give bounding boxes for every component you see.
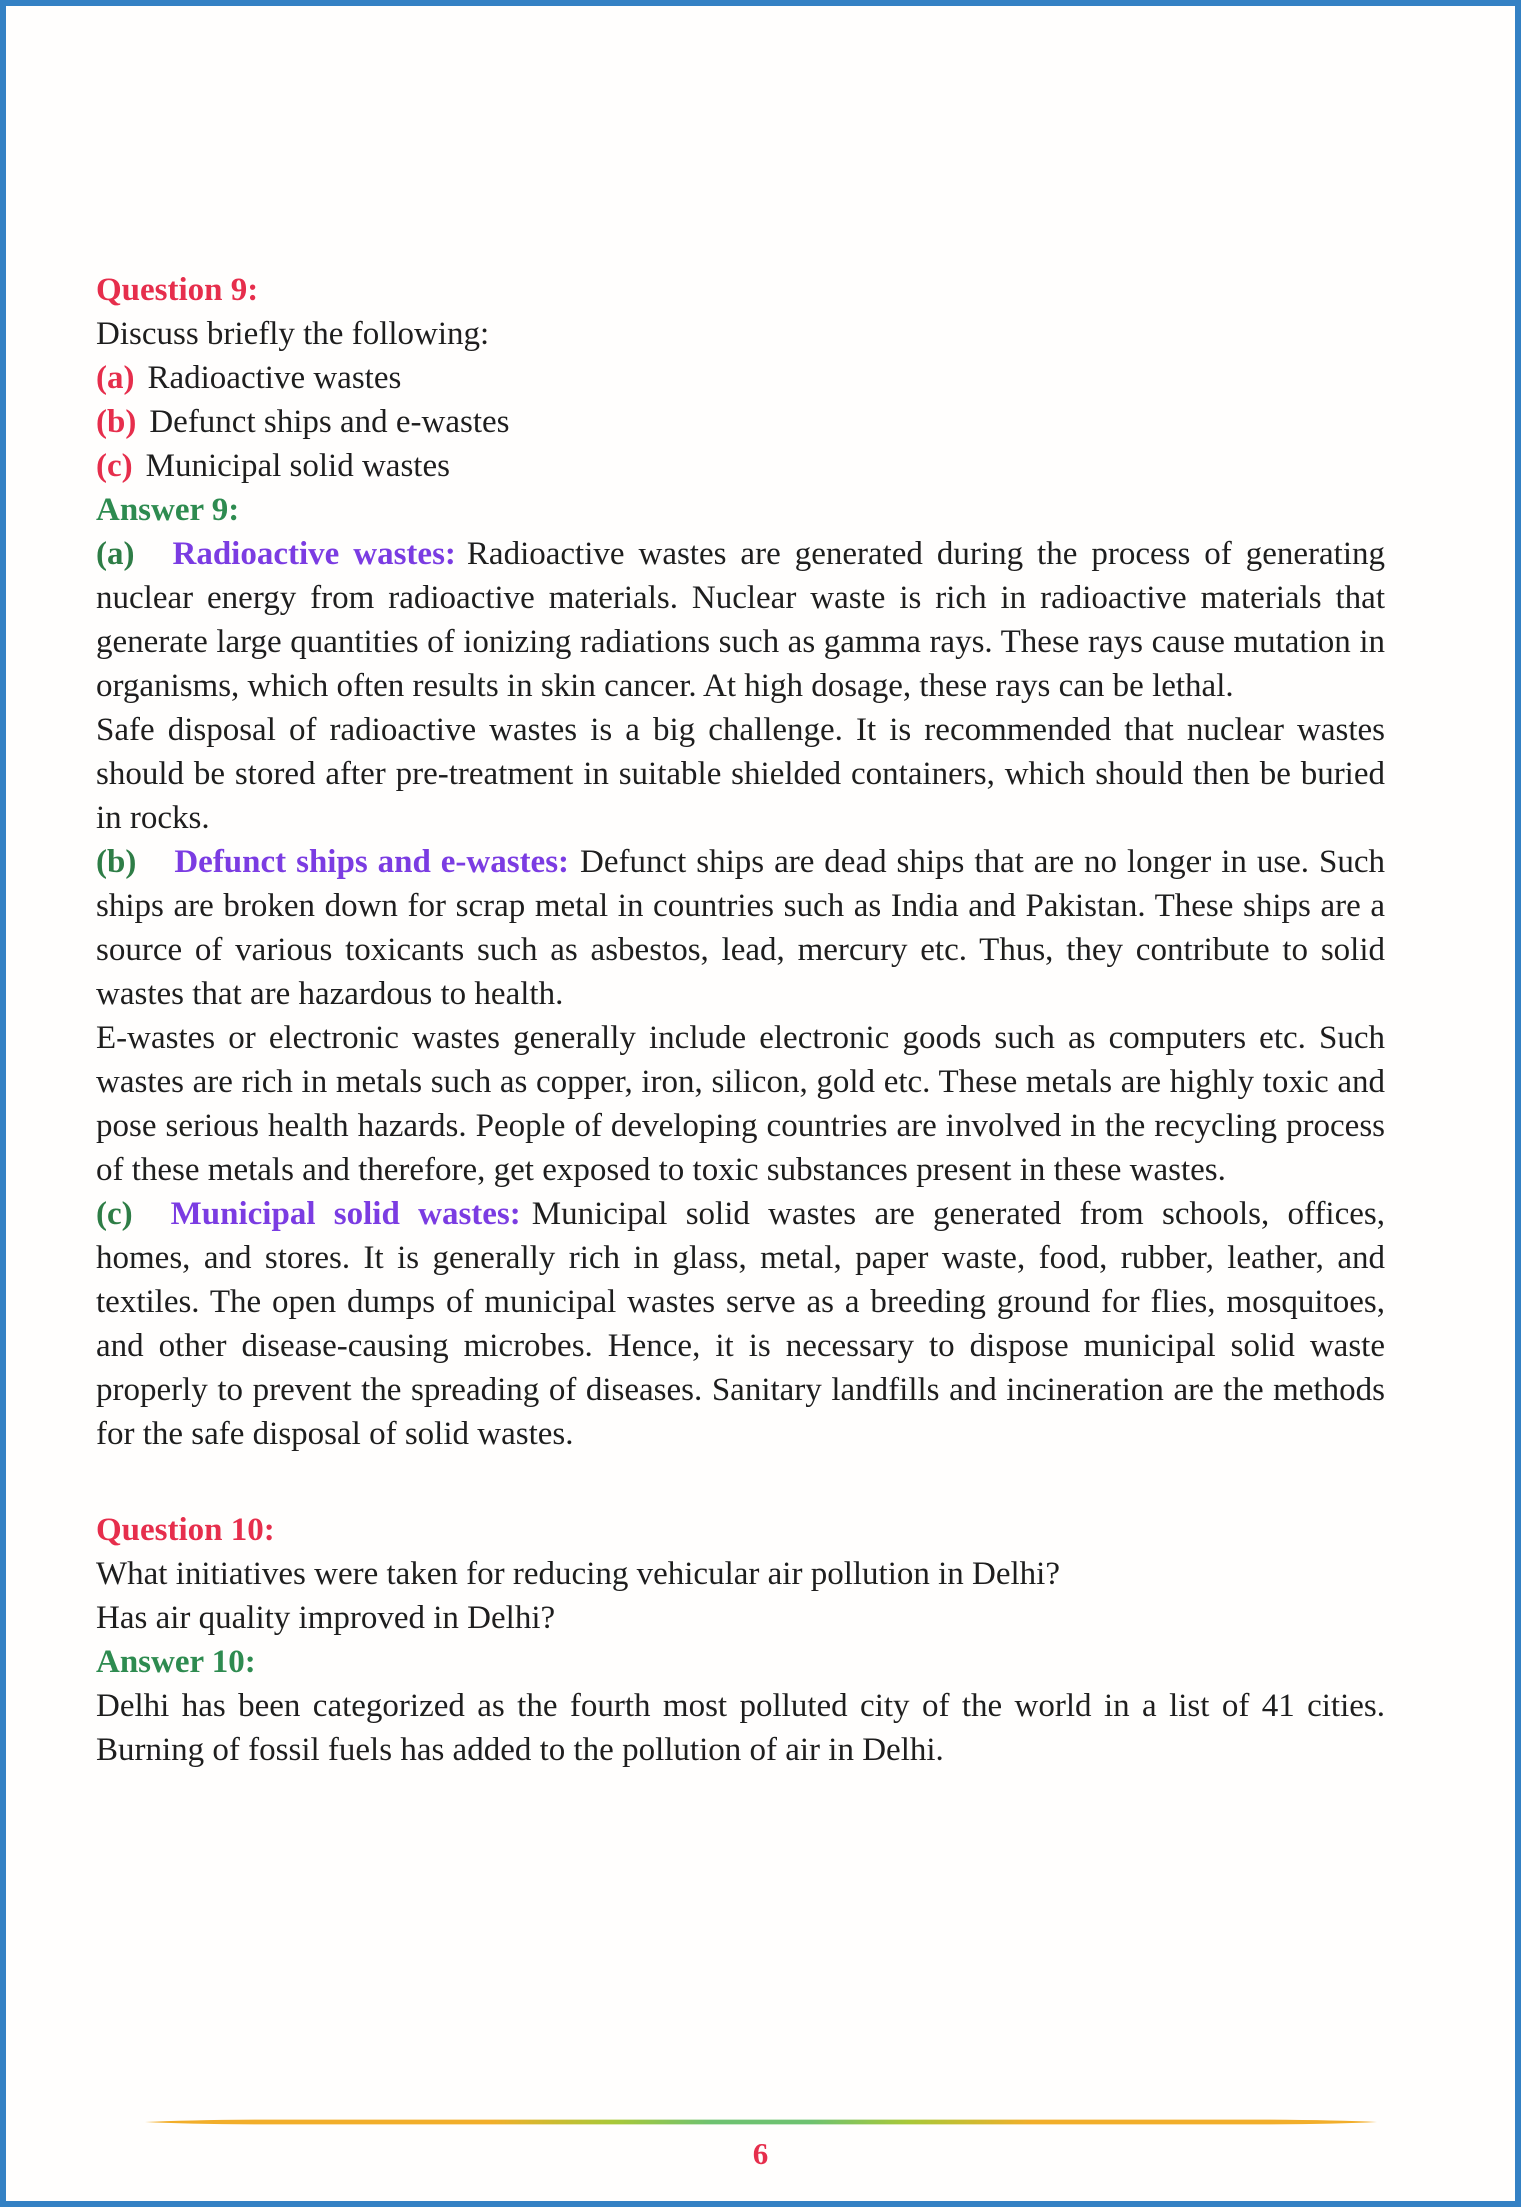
part-a-marker: (a) — [96, 536, 135, 572]
part-b-heading: Defunct ships and e-wastes: — [174, 844, 570, 880]
part-a-heading: Radioactive wastes: — [172, 536, 456, 572]
part-b-body: Defunct ships are dead ships that are no longer in use. Such ships are broken down for scrap metal in countries such as India and Pakistan. These ships are a source of various toxicants such as asbestos, lead, mercury etc. Thus, they contribute to solid wastes that are hazardous to health. — [96, 844, 1386, 1012]
answer-9-part-b — [96, 840, 1385, 1016]
part-c-marker: (c) — [96, 1196, 133, 1232]
answer-10-title: Answer 10: — [96, 1644, 256, 1680]
question-10-line-1: What initiatives were taken for reducing vehicular air pollution in Delhi? — [96, 1556, 1060, 1592]
question-10-line-2: Has air quality improved in Delhi? — [96, 1600, 556, 1636]
question-9-title: Question 9: — [96, 272, 259, 308]
part-c-body: Municipal solid wastes are generated from schools, offices, homes, and stores. It is generally rich in glass, metal, paper waste, food, rubber, leather, and textiles. The open dumps of municipal wastes serve as a breeding ground for flies, mosquitoes, and other disease-causing microbes. Hence, it is necessary to dispose municipal solid waste properly to prevent the spreading of diseases. Sanitary landfills and incineration are the methods for the safe disposal of solid wastes. — [96, 1196, 1385, 1452]
question-9-item-c — [96, 444, 1385, 488]
answer-9-part-c — [96, 1192, 1385, 1456]
item-c-marker: (c) — [96, 448, 133, 484]
question-10-title: Question 10: — [96, 1512, 275, 1548]
decorative-gradient-rule — [145, 2117, 1377, 2127]
answer-9-part-a — [96, 532, 1385, 708]
question-9-intro: Discuss briefly the following: — [96, 316, 490, 352]
question-10-section — [96, 1508, 1385, 1640]
page-content — [6, 6, 1515, 1772]
answer-10-section — [96, 1640, 1385, 1772]
page-footer — [6, 2117, 1515, 2171]
part-b-marker: (b) — [96, 844, 137, 880]
item-c-text: Municipal solid wastes — [145, 448, 450, 484]
answer-9-section — [96, 488, 1385, 1456]
answer-9-part-a-extra: Safe disposal of radioactive wastes is a big challenge. It is recommended that nuclear wastes should be stored after pre-treatment in suitable shielded containers, which should then be buried in rocks. — [96, 712, 1385, 836]
item-b-marker: (b) — [96, 404, 137, 440]
part-a-body: Radioactive wastes are generated during the process of generating nuclear energy from radioactive materials. Nuclear waste is rich in radioactive materials that generate large quantities of ionizing radiations such as gamma rays. These rays cause mutation in organisms, which often results in skin cancer. At high dosage, these rays can be lethal. — [96, 536, 1385, 704]
item-a-marker: (a) — [96, 360, 135, 396]
question-9-section — [96, 268, 1385, 488]
answer-9-title: Answer 9: — [96, 492, 240, 528]
item-b-text: Defunct ships and e-wastes — [149, 404, 510, 440]
answer-9-part-b-extra: E-wastes or electronic wastes generally include electronic goods such as computers etc. Such wastes are rich in metals such as copper, iron, silicon, gold etc. These metals are highly toxic and pose serious health hazards. People of developing countries are involved in the recycling process of these metals and therefore, get exposed to toxic substances present in these wastes. — [96, 1020, 1385, 1188]
item-a-text: Radioactive wastes — [147, 360, 402, 396]
question-9-item-b — [96, 400, 1385, 444]
part-c-heading: Municipal solid wastes: — [170, 1196, 521, 1232]
page-number: 6 — [752, 2136, 769, 2171]
question-9-item-a — [96, 356, 1385, 400]
answer-10-body: Delhi has been categorized as the fourth most polluted city of the world in a list of 41 cities. Burning of fossil fuels has added to the pollution of air in Delhi. — [96, 1688, 1385, 1768]
